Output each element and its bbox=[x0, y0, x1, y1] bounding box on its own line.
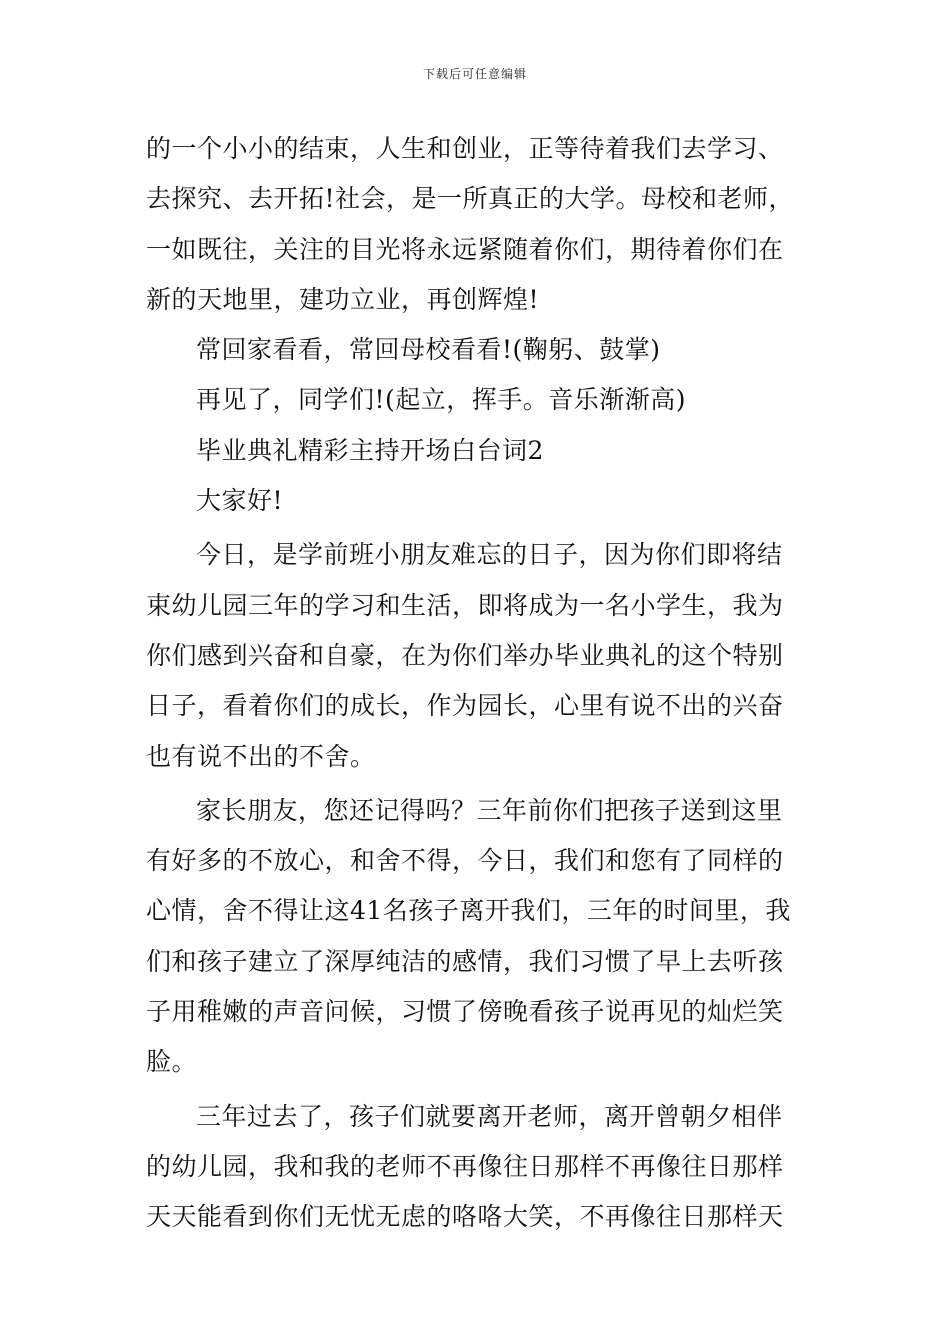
text-line: 今日，是学前班小朋友难忘的日子，因为你们即将结 bbox=[196, 540, 783, 570]
text-line: 子用稚嫩的声音问候，习惯了傍晚看孩子说再见的灿烂笑 bbox=[146, 997, 784, 1027]
document-body bbox=[146, 124, 808, 1243]
text-line: 们和孩子建立了深厚纯洁的感情，我们习惯了早上去听孩 bbox=[146, 946, 784, 976]
text-line: 心情，舍不得让这41名孩子离开我们，三年的时间里，我 bbox=[146, 896, 791, 926]
text-line: 的幼儿园，我和我的老师不再像往日那样不再像往日那样 bbox=[146, 1151, 784, 1181]
text-line: 也有说不出的不舍。 bbox=[146, 741, 376, 771]
text-line: 三年过去了，孩子们就要离开老师，离开曾朝夕相伴 bbox=[196, 1101, 783, 1131]
text-line: 常回家看看，常回母校看看!(鞠躬、鼓掌) bbox=[196, 335, 661, 365]
text-line: 你们感到兴奋和自豪，在为你们举办毕业典礼的这个特别 bbox=[146, 640, 784, 670]
text-line: 去探究、去开拓!社会，是一所真正的大学。母校和老师， bbox=[146, 184, 795, 214]
text-line: 有好多的不放心，和舍不得，今日，我们和您有了同样的 bbox=[146, 846, 784, 876]
text-line: 再见了，同学们!(起立，挥手。音乐渐渐高) bbox=[196, 385, 687, 415]
page-header-note: 下载后可任意编辑 bbox=[422, 67, 527, 81]
text-line: 日子，看着你们的成长，作为园长，心里有说不出的兴奋 bbox=[146, 691, 784, 721]
text-line: 一如既往，关注的目光将永远紧随着你们，期待着你们在 bbox=[146, 234, 784, 264]
text-line: 天天能看到你们无忧无虑的咯咯大笑，不再像往日那样天 bbox=[146, 1202, 784, 1232]
text-line: 的一个小小的结束，人生和创业，正等待着我们去学习、 bbox=[146, 134, 784, 163]
greeting-line: 大家好! bbox=[196, 486, 284, 516]
text-line: 束幼儿园三年的学习和生活，即将成为一名小学生，我为 bbox=[146, 590, 784, 620]
text-line: 脸。 bbox=[146, 1047, 198, 1077]
text-line: 家长朋友，您还记得吗？三年前你们把孩子送到这里 bbox=[196, 795, 783, 825]
text-line: 新的天地里，建功立业，再创辉煌! bbox=[146, 284, 540, 314]
section-title: 毕业典礼精彩主持开场白台词2 bbox=[196, 435, 544, 465]
